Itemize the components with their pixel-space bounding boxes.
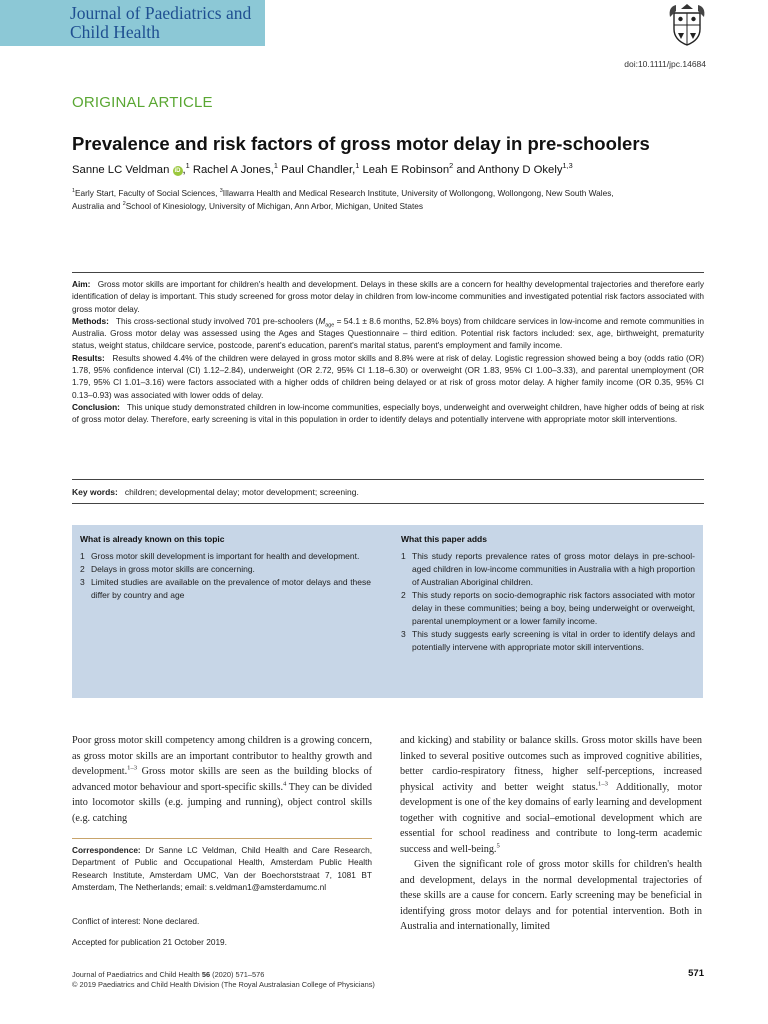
doi[interactable]: doi:10.1111/jpc.14684 (624, 59, 706, 69)
list-item: 2 Delays in gross motor skills are concerning. (80, 564, 255, 574)
abstract-methods: = 54.1 ± 8.6 months, 52.8% boys) from childcare services in low-income and remote communities in Australia. Gross motor delay was assessed using the Ages and Stages Questionnaire – third edition. Potential risk factors included: sex, age, birthweight, prematurity status, weight status, childcare service, postcode, parent's education, parent's marital status, parent's employment and family income. (72, 315, 705, 351)
author-affiliation-marker: 1 (273, 161, 278, 171)
journal-name-line2: Child Health (70, 22, 160, 42)
author-name[interactable]: Sanne LC Veldman (72, 164, 170, 176)
list-item: 3 Limited studies are available on the prevalence of motor delays and these differ by country and age (80, 577, 371, 600)
abstract-results: Results showed 4.4% of the children were delayed in gross motor skills and 8.8% were at risk of delay. Logistic regression showed being a boy (odds ratio (OR) 1.78, 95% confidence interval (CI) 1.12–2.84), underweight (OR 2.72, 95% CI 1.18–6.30) or overweight (OR 1.83, 95% CI 1.00–3.33), and parental unemployment (OR 1.79, 95% CI 1.01–3.16) were factors associated with a higher odds of children being delayed or at risk of gross motor delay. A higher family income (OR 0.35, 95% CI 0.13–0.93) was associated with lower odds of delay. (72, 352, 705, 400)
list-item: 2 This study reports on socio-demographic risk factors associated with motor delay in these communities; being a boy, being underweight or overweight, parental unemployment or a lower family income. (401, 590, 695, 626)
correspondence (72, 844, 372, 893)
abstract: Aim: Gross motor skills are important for children's health and development. Delays in these skills are a concern for healthy developmental trajectories and therefore early identification of delay is important. This study screened for gross motor delay in children from low-income communities and investigated potential risk factors associated with gross motor delay. Methods: This cross-sectional study involved 701 pre-schoolers ($M_{age} = 54.1 \pm 8.6$ months, 52.8% boys) from childcare services in low-income and remote communities in Australia. Gross motor delay was assessed using the Ages and Stages Questionnaire – third edition. Potential risk factors included: sex, age, birthweight, prematurity status, weight status, childcare service, postcode, parent's education, parent's marital status, parent's employment and family income. Results: Results showed 4.4% of the children were delayed in gross motor skills and 8.8% were at risk of delay. Logistic regression showed being a boy (odds ratio (OR) 1.78, 95% confidence interval (CI) 1.12–2.84), underweight (OR 2.72, 95% CI 1.18–6.30) or overweight (OR 1.83, 95% CI 1.00–3.33), and parental unemployment (OR 1.79, 95% CI 1.01–3.16) were factors associated with a higher odds of children being delayed or at risk of gross motor delay. A higher family income (OR 0.35, 95% CI 0.13–0.93) was associated with lower odds of delay. Conclusion: This unique study demonstrated children in low-income communities, especially boys, underweight and overweight children, have higher odds of being at risk of gross motor delay. Therefore, early screening is vital in this population in order to identify delays and potentially intervene with appropriate motor skill interventions. (72, 279, 705, 425)
journal-name (70, 4, 251, 42)
author-name[interactable]: Leah E Robinson (362, 164, 450, 176)
citation-link[interactable]: 4 (283, 780, 287, 788)
author-affiliation-marker: 1 (185, 161, 190, 171)
abstract-results-label: Results: (72, 352, 105, 363)
known-heading: What is already known on this topic (80, 534, 225, 544)
body-right-column: and kicking) and stability or balance skills. Gross motor skills have been linked to several positive outcomes such as improved cognitive abilities, better cardio-respiratory fitness, higher self-perceptions, increased physical activity and better weight status.$^{1-3}$ Additionally, motor development is one of the key domains of early learning and development together with cognitive and social–emotional development which are essential for school readiness and contribute to long-term academic success and well-being.$^5$ Given the significant role of gross motor skills for children's health and development, delays in the normal developmental trajectories of these skills are a cause for concern. Early screening may be beneficial in identifying gross motor delays and for potential intervention. Both in Australia and internationally, limited (400, 733, 702, 935)
correspondence-label: Correspondence: (72, 845, 141, 855)
body-left-column: Poor gross motor skill competency among children is a growing concern, as gross motor skills are an important contributor to healthy growth and development.$^{1-3}$ Gross motor skills are seen as the building blocks of advanced motor behaviour and sport-specific skills.$^4$ They can be divided into locomotor skills (e.g. jumping and running), object control skills (e.g. catching (72, 735, 372, 824)
adds-column (401, 533, 695, 654)
conflict-of-interest: Conflict of interest: None declared. (72, 916, 200, 926)
affiliation-1: Early Start, Faculty of Social Sciences, (75, 188, 220, 198)
orcid-icon[interactable]: iD (174, 168, 181, 174)
journal-name-line1: Journal of Paediatrics and (70, 3, 252, 23)
abstract-conclusion-label: Conclusion: (72, 401, 120, 412)
author-list: Sanne LC Veldman iD ,$^1$ Rachel A Jones,$^1$ Paul Chandler,$^1$ Leah E Robinson$^2$ and Anthony D Okely$^{1,3}$ (72, 161, 573, 176)
list-item: 3 This study suggests early screening is vital in order to identify delays and potentially intervene with appropriate motor skill interventions. (401, 629, 695, 652)
author-affiliation-marker: 2 (449, 161, 454, 171)
abstract-top-rule (72, 272, 704, 273)
accepted-date: Accepted for publication 21 October 2019. (72, 937, 227, 947)
footer: Journal of Paediatrics and Child Health 56 (2020) 571–576 © 2019 Paediatrics and Child Health Division (The Royal Australasian College of Physicians) (72, 970, 375, 989)
list-item: 1 Gross motor skill development is important for health and development. (80, 551, 360, 561)
author-name[interactable]: Paul Chandler (281, 164, 353, 176)
body-paragraph: Given the significant role of gross motor skills for children's health and development, delays in the normal developmental trajectories of these skills are a cause for concern. Early screening may be beneficial in identifying gross motor delays and for potential intervention. Both in Australia and internationally, limited (400, 859, 702, 932)
article-type: ORIGINAL ARTICLE (72, 94, 213, 111)
known-column (80, 533, 371, 602)
abstract-aim: Gross motor skills are important for children's health and development. Delays in these skills are a concern for healthy developmental trajectories and therefore early identification of delay is important. This study screened for gross motor delay in children from low-income communities and investigated potential risk factors associated with gross motor delay. (72, 279, 704, 314)
affiliation-2: School of Kinesiology, University of Michigan, Ann Arbor, Michigan, United States (125, 200, 424, 211)
author-name[interactable]: Rachel A Jones (192, 164, 271, 176)
keywords-label: Key words: (72, 487, 118, 497)
copyright: © 2019 Paediatrics and Child Health Division (The Royal Australasian College of Physicians) (72, 980, 375, 989)
article-title: Prevalence and risk factors of gross motor delay in pre-schoolers (72, 133, 650, 154)
affiliations: $^1$Early Start, Faculty of Social Sciences, $^3$Illawarra Health and Medical Research Institute, University of Wollongong, Wollongong, New South Wales, Australia and $^2$School of Kinesiology, University of Michigan, Ann Arbor, Michigan, United States (72, 188, 614, 211)
college-crest-icon (668, 3, 706, 47)
abstract-aim-label: Aim: (72, 279, 91, 289)
page-number: 571 (688, 968, 704, 979)
author-name[interactable]: Anthony D Okely (477, 164, 563, 176)
author-affiliation-marker: 1 (355, 161, 360, 171)
keywords-bottom-rule (72, 503, 704, 504)
correspondence-rule (72, 838, 372, 839)
citation-link[interactable]: 1–3 (127, 764, 138, 772)
abstract-methods-label: Methods: (72, 315, 109, 326)
keywords-text: children; developmental delay; motor development; screening. (124, 487, 359, 497)
author-affiliation-marker: 1,3 (562, 161, 573, 171)
adds-heading: What this paper adds (401, 534, 487, 544)
correspondence-text: Dr Sanne LC Veldman, Child Health and Care Research, Department of Public and Occupational Health, Amsterdam Public Health Research Institute, Amsterdam UMC, Van der Boechorststraat 7, 1081 BT Amsterdam, The Netherlands; email: s.veldman1@amsterdamumc.nl (72, 845, 373, 892)
citation-link[interactable]: 1–3 (598, 780, 608, 788)
affiliation-3: Illawarra Health and Medical Research Institute, University of Wollongong, Wollongong, New South Wales, (222, 188, 614, 198)
abstract-conclusion: This unique study demonstrated children in low-income communities, especially boys, underweight and overweight children, have higher odds of being at risk of gross motor delay. Therefore, early screening is vital in this population in order to identify delays and potentially intervene with appropriate motor skill interventions. (72, 401, 705, 425)
list-item: 1 This study reports prevalence rates of gross motor delays in pre-school-aged children in low-income communities in Australia with a high proportion of Australian Aboriginal children. (401, 551, 696, 587)
abstract-bottom-rule (72, 479, 704, 480)
summary-box (72, 525, 703, 698)
keywords (72, 487, 704, 497)
citation-link[interactable]: 5 (496, 842, 500, 850)
